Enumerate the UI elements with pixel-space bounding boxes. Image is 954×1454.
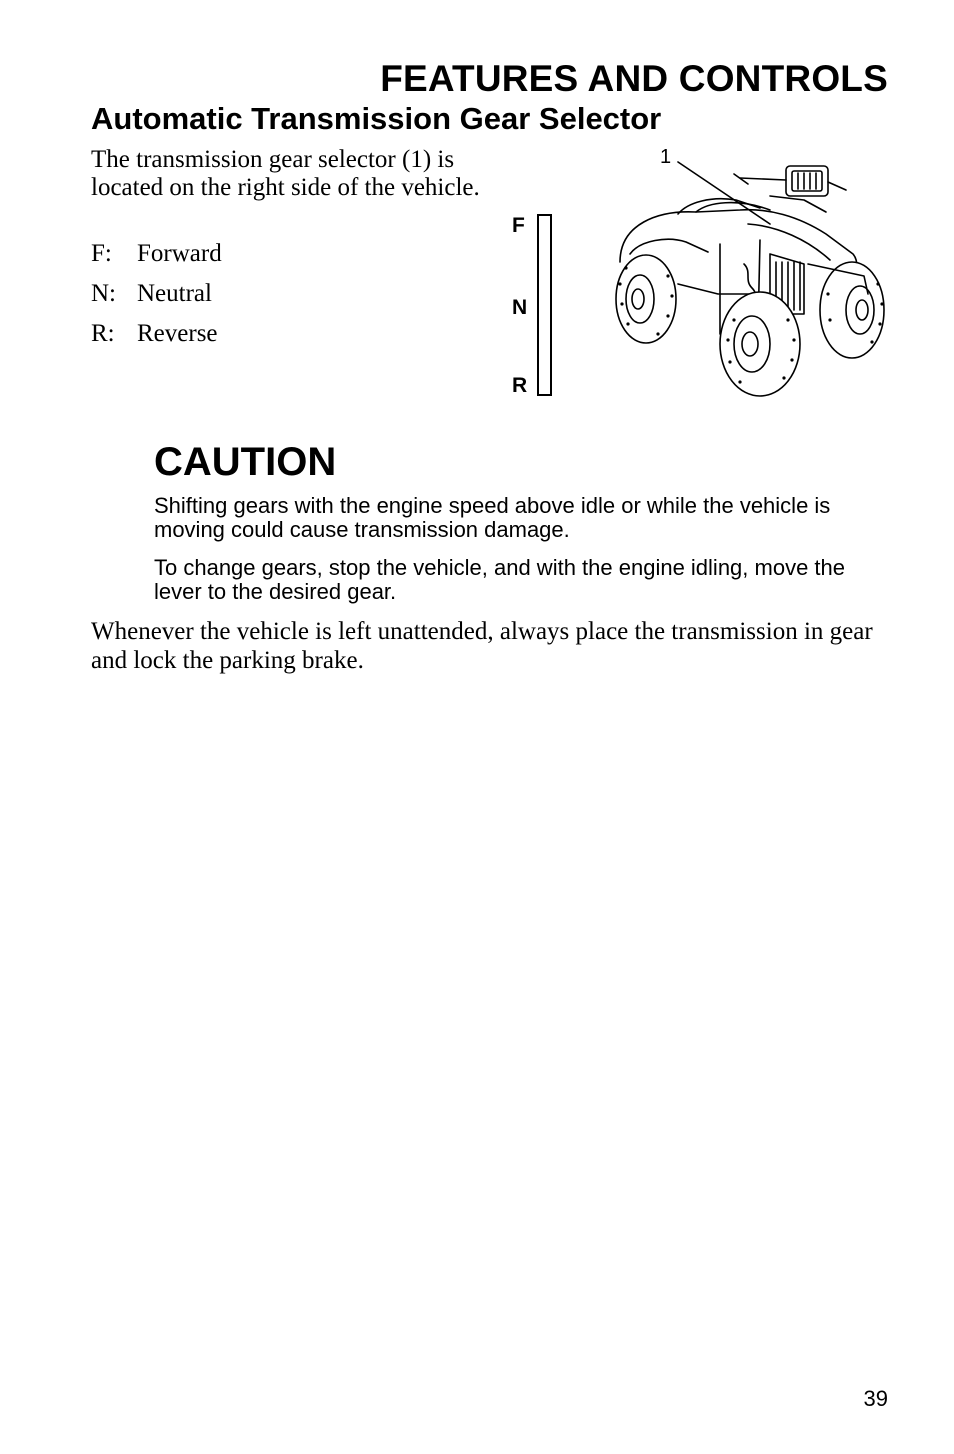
caution-title: CAUTION (154, 440, 337, 484)
gear-item-reverse (91, 320, 222, 360)
gear-code: F: (91, 240, 112, 267)
caution-paragraph: Shifting gears with the engine speed above idle or while the vehicle is moving could cause transmission damage. (154, 493, 831, 542)
gear-code: N: (91, 280, 116, 307)
section-title: FEATURES AND CONTROLS (380, 58, 888, 99)
gear-item-forward (91, 240, 222, 280)
gate-label-n: N (512, 296, 528, 319)
gear-label: Neutral (137, 280, 212, 307)
gear-item-neutral (91, 280, 222, 320)
intro-paragraph: The transmission gear selector (1) is located on the right side of the vehicle. (91, 146, 480, 201)
closing-paragraph: Whenever the vehicle is left unattended, always place the transmission in gear and lock the parking brake. (91, 618, 873, 674)
gear-list (91, 240, 222, 360)
gate-label-f: F (512, 214, 525, 237)
gear-label: Reverse (137, 320, 218, 347)
callout-number: 1 (660, 146, 672, 168)
gear-code: R: (91, 320, 115, 347)
page-number: 39 (863, 1386, 888, 1411)
gear-label: Forward (137, 240, 222, 267)
atv-illustration (508, 144, 898, 400)
page-heading: Automatic Transmission Gear Selector (91, 101, 662, 136)
gear-selector-figure (508, 144, 898, 400)
gate-label-r: R (512, 374, 528, 397)
caution-paragraph: To change gears, stop the vehicle, and with the engine idling, move the lever to the desired gear. (154, 555, 846, 604)
